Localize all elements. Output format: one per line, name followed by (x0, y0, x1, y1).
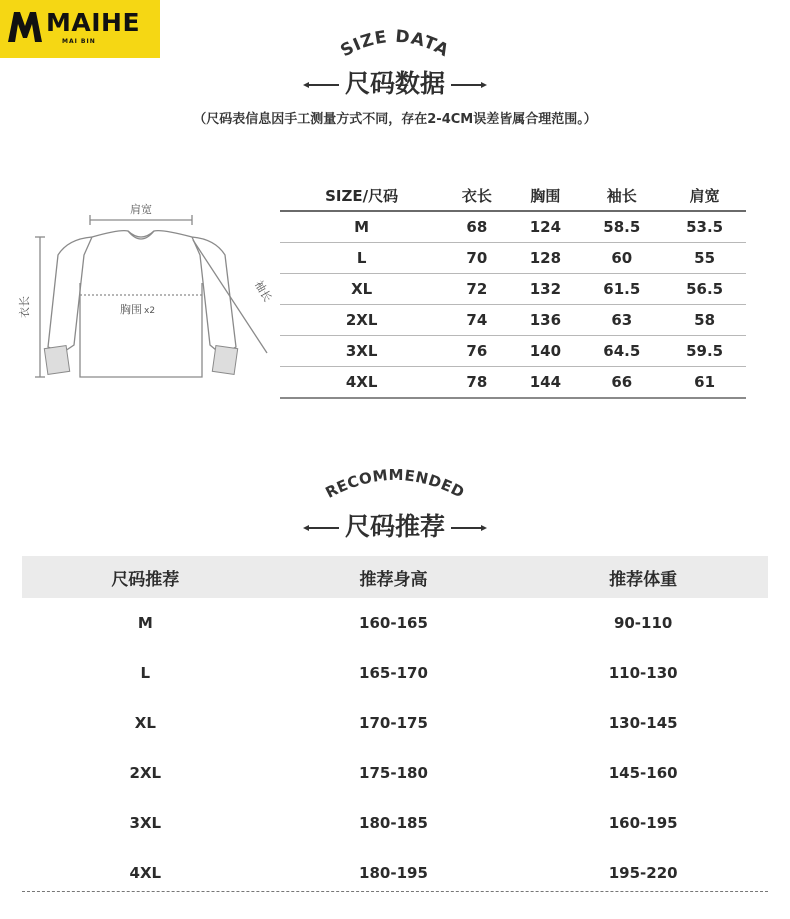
table-cell: 60 (580, 243, 663, 274)
table-row (22, 798, 768, 848)
table-cell: 2XL (280, 305, 443, 336)
table-cell: 180-195 (359, 864, 428, 882)
table-row (22, 648, 768, 698)
recommended-badge-text: RECOMMENDED (322, 465, 468, 502)
table-cell: 61.5 (580, 274, 663, 305)
size-data-table (280, 180, 746, 399)
table-cell: XL (134, 714, 156, 732)
size-table-header: 胸围 (510, 180, 580, 211)
table-cell: 53.5 (663, 211, 746, 243)
heading-left-arrow (307, 84, 339, 86)
table-row (280, 367, 746, 399)
table-cell: XL (280, 274, 443, 305)
table-row (280, 305, 746, 336)
brand-name: MAIHE (46, 8, 141, 37)
table-cell: 145-160 (608, 764, 678, 782)
table-cell: 68 (443, 211, 510, 243)
table-row (280, 243, 746, 274)
table-cell: 58.5 (580, 211, 663, 243)
table-cell: 110-130 (608, 664, 678, 682)
table-cell: 195-220 (608, 864, 678, 882)
table-cell: 59.5 (663, 336, 746, 367)
table-cell: 76 (443, 336, 510, 367)
table-cell: 90-110 (613, 614, 673, 632)
recommended-badge (318, 456, 472, 506)
table-cell: 61 (663, 367, 746, 399)
table-row (22, 698, 768, 748)
table-cell: 4XL (280, 367, 443, 399)
table-row (22, 748, 768, 798)
table-cell: 160-165 (359, 614, 428, 632)
table-cell: 124 (510, 211, 580, 243)
table-cell: 136 (510, 305, 580, 336)
table-cell: 132 (510, 274, 580, 305)
table-cell: L (140, 664, 151, 682)
rec-table-header: 推荐体重 (518, 556, 768, 598)
table-cell: 3XL (129, 814, 162, 832)
rec-table-header-row (22, 556, 768, 598)
heading-right-arrow (451, 84, 483, 86)
size-data-title: 尺码数据 (344, 69, 445, 98)
table-cell: 74 (443, 305, 510, 336)
table-cell: 64.5 (580, 336, 663, 367)
table-cell: 175-180 (359, 764, 428, 782)
svg-text:SIZE DATA (337, 27, 452, 62)
table-cell: 140 (510, 336, 580, 367)
table-cell: 3XL (280, 336, 443, 367)
size-data-badge (335, 18, 455, 64)
size-data-badge-text: SIZE DATA (337, 26, 453, 62)
table-cell: 55 (663, 243, 746, 274)
table-cell: 63 (580, 305, 663, 336)
diagram-chest-multiplier: x2 (144, 306, 156, 316)
logo-m-icon (6, 10, 44, 44)
table-cell: 56.5 (663, 274, 746, 305)
table-cell: 170-175 (359, 714, 428, 732)
table-cell: 66 (580, 367, 663, 399)
heading-left-arrow (307, 527, 339, 529)
diagram-sleeve-label: 袖长 (251, 278, 275, 305)
table-row (280, 211, 746, 243)
rec-table-header: 尺码推荐 (22, 556, 269, 598)
brand-logo (0, 0, 160, 58)
table-cell: 2XL (129, 764, 162, 782)
size-table-header: 袖长 (580, 180, 663, 211)
size-data-heading (0, 64, 790, 100)
recommendation-table (22, 556, 768, 898)
measurement-note: （尺码表信息因手工测量方式不同，存在2-4CM误差皆属合理范围。） (193, 112, 597, 127)
table-cell: 58 (663, 305, 746, 336)
size-table-header: 肩宽 (663, 180, 746, 211)
size-table-header: 衣长 (443, 180, 510, 211)
table-row (280, 274, 746, 305)
table-row (280, 336, 746, 367)
size-table-header: SIZE/尺码 (280, 180, 443, 211)
table-cell: 72 (443, 274, 510, 305)
diagram-length-label: 衣长 (18, 296, 31, 318)
table-cell: L (280, 243, 443, 274)
bottom-divider (22, 891, 768, 892)
garment-diagram (10, 195, 280, 395)
table-cell: 130-145 (608, 714, 678, 732)
table-cell: 165-170 (359, 664, 428, 682)
svg-text:RECOMMENDED (322, 466, 467, 502)
diagram-shoulder-label: 肩宽 (130, 203, 152, 216)
rec-table-header: 推荐身高 (269, 556, 519, 598)
heading-right-arrow (451, 527, 483, 529)
table-cell: 128 (510, 243, 580, 274)
table-cell: 144 (510, 367, 580, 399)
table-row (22, 598, 768, 648)
diagram-chest-label: 胸围 (120, 303, 142, 316)
recommended-heading (0, 507, 790, 543)
table-cell: 160-195 (608, 814, 678, 832)
brand-subtitle: MAI BIN (62, 38, 96, 45)
table-cell: M (137, 614, 153, 632)
table-cell: M (280, 211, 443, 243)
table-cell: 4XL (129, 864, 162, 882)
table-cell: 78 (443, 367, 510, 399)
table-cell: 70 (443, 243, 510, 274)
recommended-title: 尺码推荐 (344, 512, 445, 541)
table-cell: 180-185 (359, 814, 428, 832)
size-table-header-row (280, 180, 746, 211)
